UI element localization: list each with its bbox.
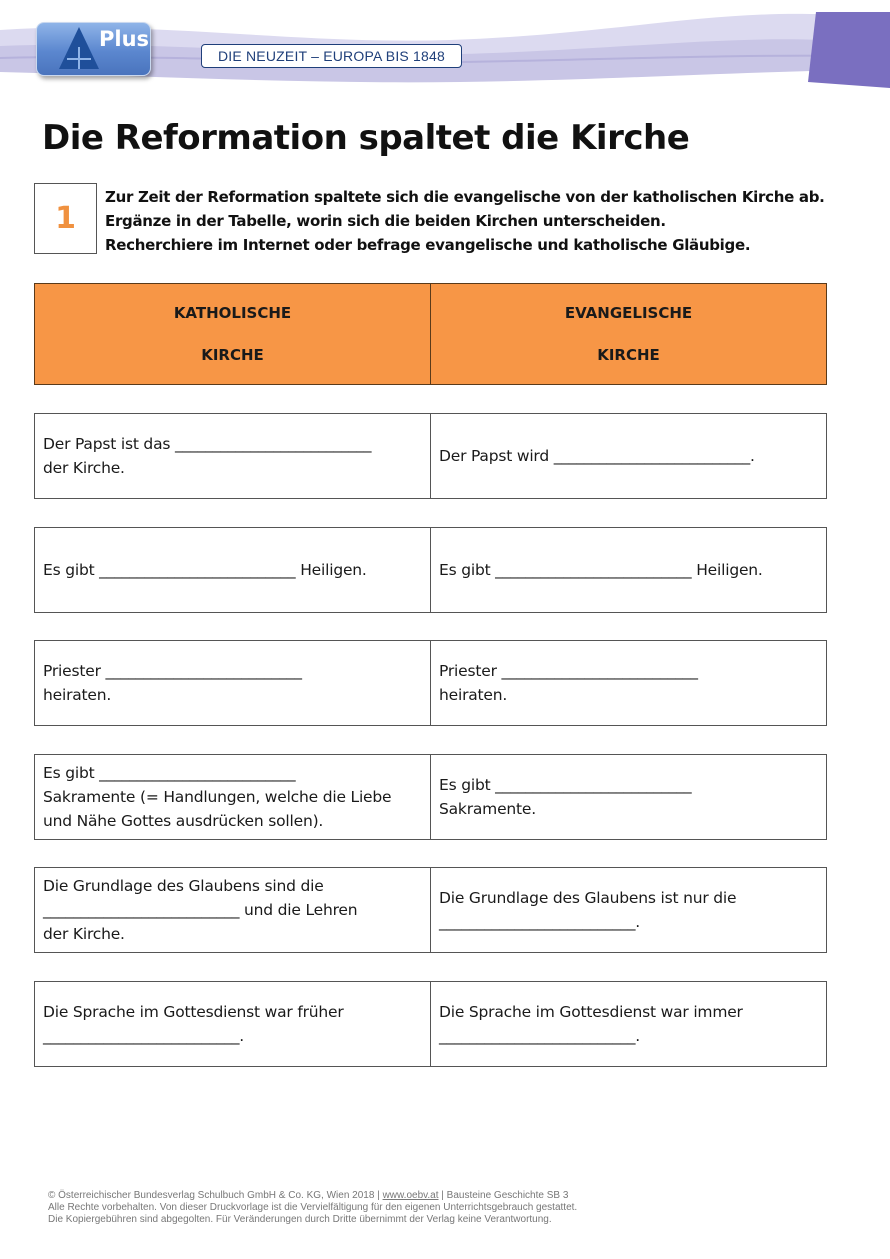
publisher-link[interactable]: www.oebv.at (382, 1190, 439, 1201)
cell-text: Priester __________________________ (43, 662, 302, 680)
footer-line (48, 1190, 848, 1202)
plus-logo (36, 22, 151, 76)
table-row (34, 867, 827, 953)
header-label: KATHOLISCHE (173, 304, 292, 322)
cell-catholic[interactable] (35, 982, 430, 1066)
cell-text: Es gibt __________________________ (439, 776, 692, 794)
header-label: KIRCHE (201, 346, 264, 364)
cell-evangelical[interactable] (430, 755, 826, 839)
task-line: Recherchiere im Internet oder befrage evangelische und katholische Gläubige. (105, 236, 751, 254)
cell-text: heiraten. (439, 686, 508, 704)
header-evangelical (430, 284, 826, 384)
cell-catholic[interactable] (35, 528, 430, 612)
table-row (34, 413, 827, 499)
cell-text: Priester __________________________ (439, 662, 698, 680)
cell-text: Es gibt __________________________ Heiligen. (43, 561, 367, 579)
cell-text: Es gibt __________________________ Heiligen. (439, 561, 763, 579)
page-title: Die Reformation spaltet die Kirche (42, 118, 690, 158)
task-line: Ergänze in der Tabelle, worin sich die beiden Kirchen unterscheiden. (105, 212, 666, 230)
footer-line: Die Kopiergebühren sind abgegolten. Für Veränderungen durch Dritte übernimmt der Verlag keine Verantwortung. (48, 1214, 552, 1225)
cell-text: heiraten. (43, 686, 112, 704)
cell-text: Sakramente. (439, 800, 536, 818)
footer-line: Alle Rechte vorbehalten. Von dieser Druckvorlage ist die Vervielfältigung für den eigenen Unterrichtsgebrauch gestattet. (48, 1202, 578, 1213)
cell-catholic[interactable] (35, 641, 430, 725)
task-number: 1 (34, 183, 97, 254)
logo-text: Plus (99, 27, 150, 51)
cell-text: Es gibt __________________________ (43, 764, 296, 782)
footer-text: | Bausteine Geschichte SB 3 (438, 1190, 569, 1201)
header-label: KIRCHE (597, 346, 660, 364)
footer-text: © Österreichischer Bundesverlag Schulbuch GmbH & Co. KG, Wien 2018 | (48, 1190, 383, 1201)
cell-text: Die Sprache im Gottesdienst war immer (439, 1003, 743, 1021)
cell-text: __________________________ und die Lehren (43, 901, 358, 919)
cell-text: Der Papst wird __________________________. (439, 447, 755, 465)
cell-text: der Kirche. (43, 925, 125, 943)
cell-catholic[interactable] (35, 868, 430, 952)
cell-evangelical[interactable] (430, 641, 826, 725)
table-header (34, 283, 827, 385)
cell-text: __________________________. (43, 1027, 245, 1045)
cell-text: Die Sprache im Gottesdienst war früher (43, 1003, 344, 1021)
cell-text: der Kirche. (43, 459, 125, 477)
table-row (34, 640, 827, 726)
cell-catholic[interactable] (35, 755, 430, 839)
table-row (34, 981, 827, 1067)
header-catholic (35, 284, 430, 384)
table-row (34, 754, 827, 840)
table-row (34, 527, 827, 613)
cell-evangelical[interactable] (430, 868, 826, 952)
cell-text: __________________________. (439, 1027, 641, 1045)
cell-evangelical[interactable] (430, 414, 826, 498)
cell-evangelical[interactable] (430, 528, 826, 612)
cell-text: Die Grundlage des Glaubens sind die (43, 877, 324, 895)
cell-catholic[interactable] (35, 414, 430, 498)
cell-evangelical[interactable] (430, 982, 826, 1066)
copyright-footer (48, 1190, 848, 1226)
task-instructions (105, 185, 825, 257)
chapter-banner: DIE NEUZEIT – EUROPA BIS 1848 (201, 44, 462, 68)
cell-text: Der Papst ist das __________________________ (43, 435, 372, 453)
header-label: EVANGELISCHE (564, 304, 693, 322)
cell-text: Die Grundlage des Glaubens ist nur die (439, 889, 737, 907)
cell-text: Sakramente (= Handlungen, welche die Liebe (43, 788, 392, 806)
cell-text: und Nähe Gottes ausdrücken sollen). (43, 812, 324, 830)
cell-text: __________________________. (439, 913, 641, 931)
task-line: Zur Zeit der Reformation spaltete sich die evangelische von der katholischen Kirche ab. (105, 188, 825, 206)
